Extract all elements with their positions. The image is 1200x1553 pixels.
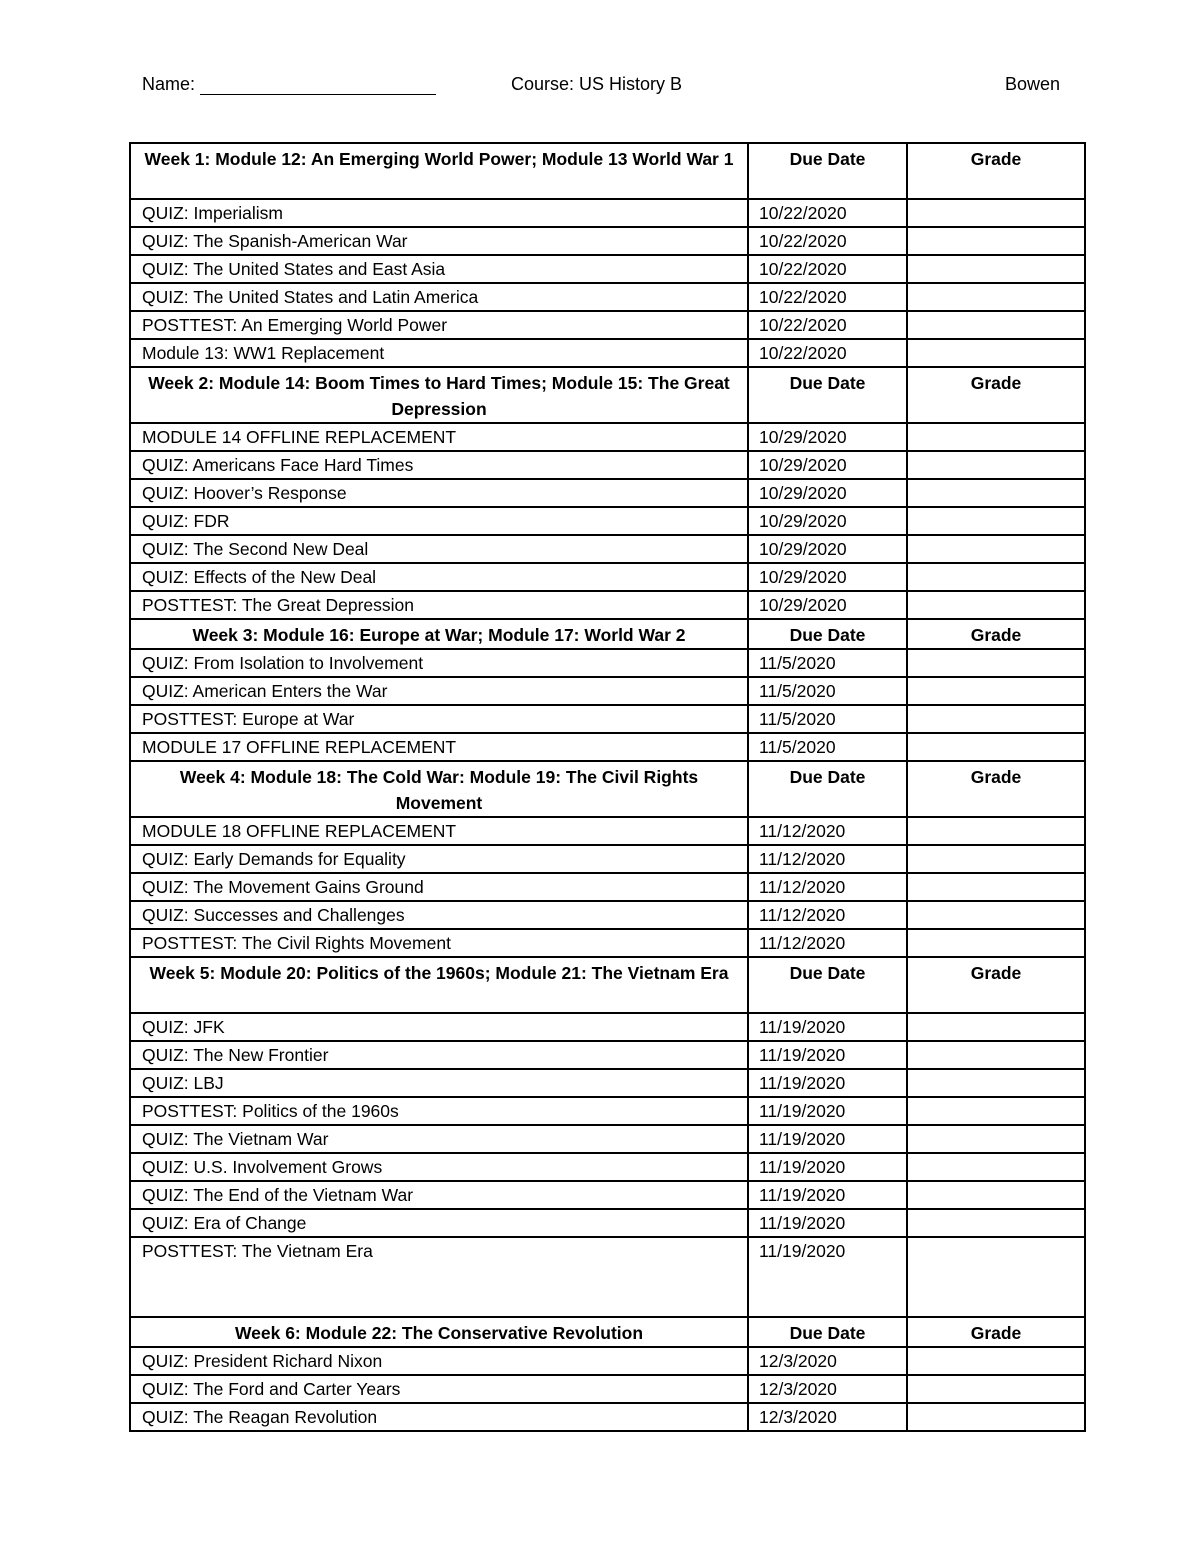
grade-cell[interactable] <box>907 1403 1085 1431</box>
due-date-cell: 11/19/2020 <box>748 1181 907 1209</box>
due-date-cell: 10/22/2020 <box>748 311 907 339</box>
grade-cell[interactable] <box>907 1347 1085 1375</box>
task-cell: QUIZ: The Reagan Revolution <box>130 1403 748 1431</box>
grade-cell[interactable] <box>907 255 1085 283</box>
task-cell: QUIZ: Early Demands for Equality <box>130 845 748 873</box>
grade-cell[interactable] <box>907 507 1085 535</box>
table-row <box>130 1237 1085 1317</box>
task-cell: Module 13: WW1 Replacement <box>130 339 748 367</box>
name-label: Name: <box>142 74 196 94</box>
grade-cell[interactable] <box>907 873 1085 901</box>
grade-header: Grade <box>907 957 1085 1013</box>
task-cell: QUIZ: From Isolation to Involvement <box>130 649 748 677</box>
grade-header: Grade <box>907 619 1085 649</box>
due-date-cell: 11/19/2020 <box>748 1237 907 1317</box>
grade-cell[interactable] <box>907 1209 1085 1237</box>
task-cell: QUIZ: FDR <box>130 507 748 535</box>
week-title: Week 1: Module 12: An Emerging World Power; Module 13 World War 1 <box>130 143 748 199</box>
due-date-cell: 10/29/2020 <box>748 479 907 507</box>
table-row <box>130 507 1085 535</box>
grade-header: Grade <box>907 143 1085 199</box>
due-date-cell: 11/19/2020 <box>748 1209 907 1237</box>
due-date-cell: 11/19/2020 <box>748 1013 907 1041</box>
task-cell: QUIZ: LBJ <box>130 1069 748 1097</box>
task-cell: QUIZ: Effects of the New Deal <box>130 563 748 591</box>
table-row <box>130 1097 1085 1125</box>
week-header-row <box>130 957 1085 1013</box>
grade-cell[interactable] <box>907 199 1085 227</box>
table-row <box>130 1069 1085 1097</box>
task-cell: QUIZ: The United States and Latin America <box>130 283 748 311</box>
table-row <box>130 817 1085 845</box>
table-row <box>130 929 1085 957</box>
due-date-header: Due Date <box>748 619 907 649</box>
task-cell: QUIZ: The United States and East Asia <box>130 255 748 283</box>
due-date-cell: 11/5/2020 <box>748 733 907 761</box>
task-cell: POSTTEST: An Emerging World Power <box>130 311 748 339</box>
due-date-cell: 11/12/2020 <box>748 845 907 873</box>
grade-cell[interactable] <box>907 227 1085 255</box>
due-date-cell: 10/22/2020 <box>748 199 907 227</box>
table-row <box>130 423 1085 451</box>
grade-cell[interactable] <box>907 929 1085 957</box>
week-title: Week 4: Module 18: The Cold War: Module 19: The Civil Rights Movement <box>130 761 748 817</box>
due-date-cell: 10/29/2020 <box>748 451 907 479</box>
task-cell: QUIZ: JFK <box>130 1013 748 1041</box>
table-row <box>130 339 1085 367</box>
grade-cell[interactable] <box>907 901 1085 929</box>
table-row <box>130 901 1085 929</box>
task-cell: POSTTEST: The Civil Rights Movement <box>130 929 748 957</box>
table-row <box>130 283 1085 311</box>
grade-cell[interactable] <box>907 339 1085 367</box>
grade-cell[interactable] <box>907 311 1085 339</box>
table-row <box>130 873 1085 901</box>
due-date-cell: 11/5/2020 <box>748 677 907 705</box>
week-title: Week 6: Module 22: The Conservative Revolution <box>130 1317 748 1347</box>
due-date-cell: 11/19/2020 <box>748 1069 907 1097</box>
week-title: Week 5: Module 20: Politics of the 1960s; Module 21: The Vietnam Era <box>130 957 748 1013</box>
due-date-header: Due Date <box>748 957 907 1013</box>
grade-cell[interactable] <box>907 1069 1085 1097</box>
grade-header: Grade <box>907 367 1085 423</box>
task-cell: POSTTEST: The Vietnam Era <box>130 1237 748 1317</box>
task-cell: MODULE 14 OFFLINE REPLACEMENT <box>130 423 748 451</box>
task-cell: QUIZ: U.S. Involvement Grows <box>130 1153 748 1181</box>
due-date-cell: 10/22/2020 <box>748 339 907 367</box>
due-date-cell: 11/19/2020 <box>748 1041 907 1069</box>
task-cell: QUIZ: President Richard Nixon <box>130 1347 748 1375</box>
table-row <box>130 479 1085 507</box>
table-row <box>130 227 1085 255</box>
due-date-cell: 12/3/2020 <box>748 1347 907 1375</box>
task-cell: MODULE 18 OFFLINE REPLACEMENT <box>130 817 748 845</box>
table-row <box>130 1125 1085 1153</box>
due-date-cell: 12/3/2020 <box>748 1403 907 1431</box>
table-row <box>130 1153 1085 1181</box>
grade-cell[interactable] <box>907 1013 1085 1041</box>
due-date-cell: 11/12/2020 <box>748 817 907 845</box>
due-date-cell: 11/12/2020 <box>748 873 907 901</box>
grade-cell[interactable] <box>907 1097 1085 1125</box>
grade-cell[interactable] <box>907 649 1085 677</box>
task-cell: QUIZ: Era of Change <box>130 1209 748 1237</box>
task-cell: QUIZ: The Spanish-American War <box>130 227 748 255</box>
table-row <box>130 535 1085 563</box>
table-row <box>130 845 1085 873</box>
task-cell: MODULE 17 OFFLINE REPLACEMENT <box>130 733 748 761</box>
table-row <box>130 733 1085 761</box>
grade-cell[interactable] <box>907 1041 1085 1069</box>
table-row <box>130 199 1085 227</box>
grade-cell[interactable] <box>907 283 1085 311</box>
week-header-row <box>130 367 1085 423</box>
task-cell: POSTTEST: The Great Depression <box>130 591 748 619</box>
course-title: Course: US History B <box>511 74 683 94</box>
due-date-cell: 11/5/2020 <box>748 705 907 733</box>
week-header-row <box>130 1317 1085 1347</box>
due-date-cell: 11/19/2020 <box>748 1097 907 1125</box>
grade-cell[interactable] <box>907 1375 1085 1403</box>
week-title: Week 3: Module 16: Europe at War; Module 17: World War 2 <box>130 619 748 649</box>
table-row <box>130 1181 1085 1209</box>
table-row <box>130 451 1085 479</box>
grade-header: Grade <box>907 1317 1085 1347</box>
due-date-cell: 10/29/2020 <box>748 423 907 451</box>
due-date-cell: 11/12/2020 <box>748 929 907 957</box>
table-row <box>130 1375 1085 1403</box>
table-row <box>130 649 1085 677</box>
grade-cell[interactable] <box>907 1125 1085 1153</box>
grade-cell[interactable] <box>907 845 1085 873</box>
task-cell: QUIZ: Imperialism <box>130 199 748 227</box>
due-date-cell: 10/29/2020 <box>748 535 907 563</box>
grade-cell[interactable] <box>907 535 1085 563</box>
document-header <box>142 74 1060 98</box>
table-row <box>130 1347 1085 1375</box>
due-date-cell: 10/22/2020 <box>748 227 907 255</box>
due-date-header: Due Date <box>748 367 907 423</box>
task-cell: QUIZ: The New Frontier <box>130 1041 748 1069</box>
task-cell: POSTTEST: Europe at War <box>130 705 748 733</box>
due-date-cell: 11/19/2020 <box>748 1153 907 1181</box>
due-date-cell: 10/22/2020 <box>748 283 907 311</box>
grade-cell[interactable] <box>907 677 1085 705</box>
table-row <box>130 1041 1085 1069</box>
grade-cell[interactable] <box>907 1237 1085 1317</box>
task-cell: QUIZ: Hoover’s Response <box>130 479 748 507</box>
week-header-row <box>130 761 1085 817</box>
grade-cell[interactable] <box>907 563 1085 591</box>
task-cell: QUIZ: American Enters the War <box>130 677 748 705</box>
grade-cell[interactable] <box>907 817 1085 845</box>
grade-cell[interactable] <box>907 451 1085 479</box>
table-row <box>130 705 1085 733</box>
grade-cell[interactable] <box>907 1181 1085 1209</box>
assignment-schedule-table <box>129 142 1086 1432</box>
task-cell: POSTTEST: Politics of the 1960s <box>130 1097 748 1125</box>
grade-cell[interactable] <box>907 1153 1085 1181</box>
week-header-row <box>130 143 1085 199</box>
table-row <box>130 311 1085 339</box>
table-row <box>130 1013 1085 1041</box>
due-date-cell: 10/22/2020 <box>748 255 907 283</box>
due-date-cell: 11/5/2020 <box>748 649 907 677</box>
task-cell: QUIZ: The Vietnam War <box>130 1125 748 1153</box>
due-date-cell: 10/29/2020 <box>748 591 907 619</box>
grade-cell[interactable] <box>907 733 1085 761</box>
week-title: Week 2: Module 14: Boom Times to Hard Times; Module 15: The Great Depression <box>130 367 748 423</box>
due-date-cell: 11/12/2020 <box>748 901 907 929</box>
due-date-header: Due Date <box>748 1317 907 1347</box>
table-row <box>130 255 1085 283</box>
table-row <box>130 591 1085 619</box>
task-cell: QUIZ: The Second New Deal <box>130 535 748 563</box>
task-cell: QUIZ: The End of the Vietnam War <box>130 1181 748 1209</box>
table-row <box>130 563 1085 591</box>
week-header-row <box>130 619 1085 649</box>
task-cell: QUIZ: Successes and Challenges <box>130 901 748 929</box>
due-date-cell: 11/19/2020 <box>748 1125 907 1153</box>
due-date-header: Due Date <box>748 761 907 817</box>
due-date-cell: 10/29/2020 <box>748 563 907 591</box>
table-row <box>130 677 1085 705</box>
teacher-name: Bowen <box>1004 74 1060 94</box>
due-date-cell: 10/29/2020 <box>748 507 907 535</box>
table-row <box>130 1403 1085 1431</box>
grade-cell[interactable] <box>907 591 1085 619</box>
due-date-cell: 12/3/2020 <box>748 1375 907 1403</box>
task-cell: QUIZ: The Ford and Carter Years <box>130 1375 748 1403</box>
grade-cell[interactable] <box>907 479 1085 507</box>
table-row <box>130 1209 1085 1237</box>
task-cell: QUIZ: Americans Face Hard Times <box>130 451 748 479</box>
name-blank-line <box>200 94 436 95</box>
grade-cell[interactable] <box>907 423 1085 451</box>
task-cell: QUIZ: The Movement Gains Ground <box>130 873 748 901</box>
grade-header: Grade <box>907 761 1085 817</box>
grade-cell[interactable] <box>907 705 1085 733</box>
due-date-header: Due Date <box>748 143 907 199</box>
